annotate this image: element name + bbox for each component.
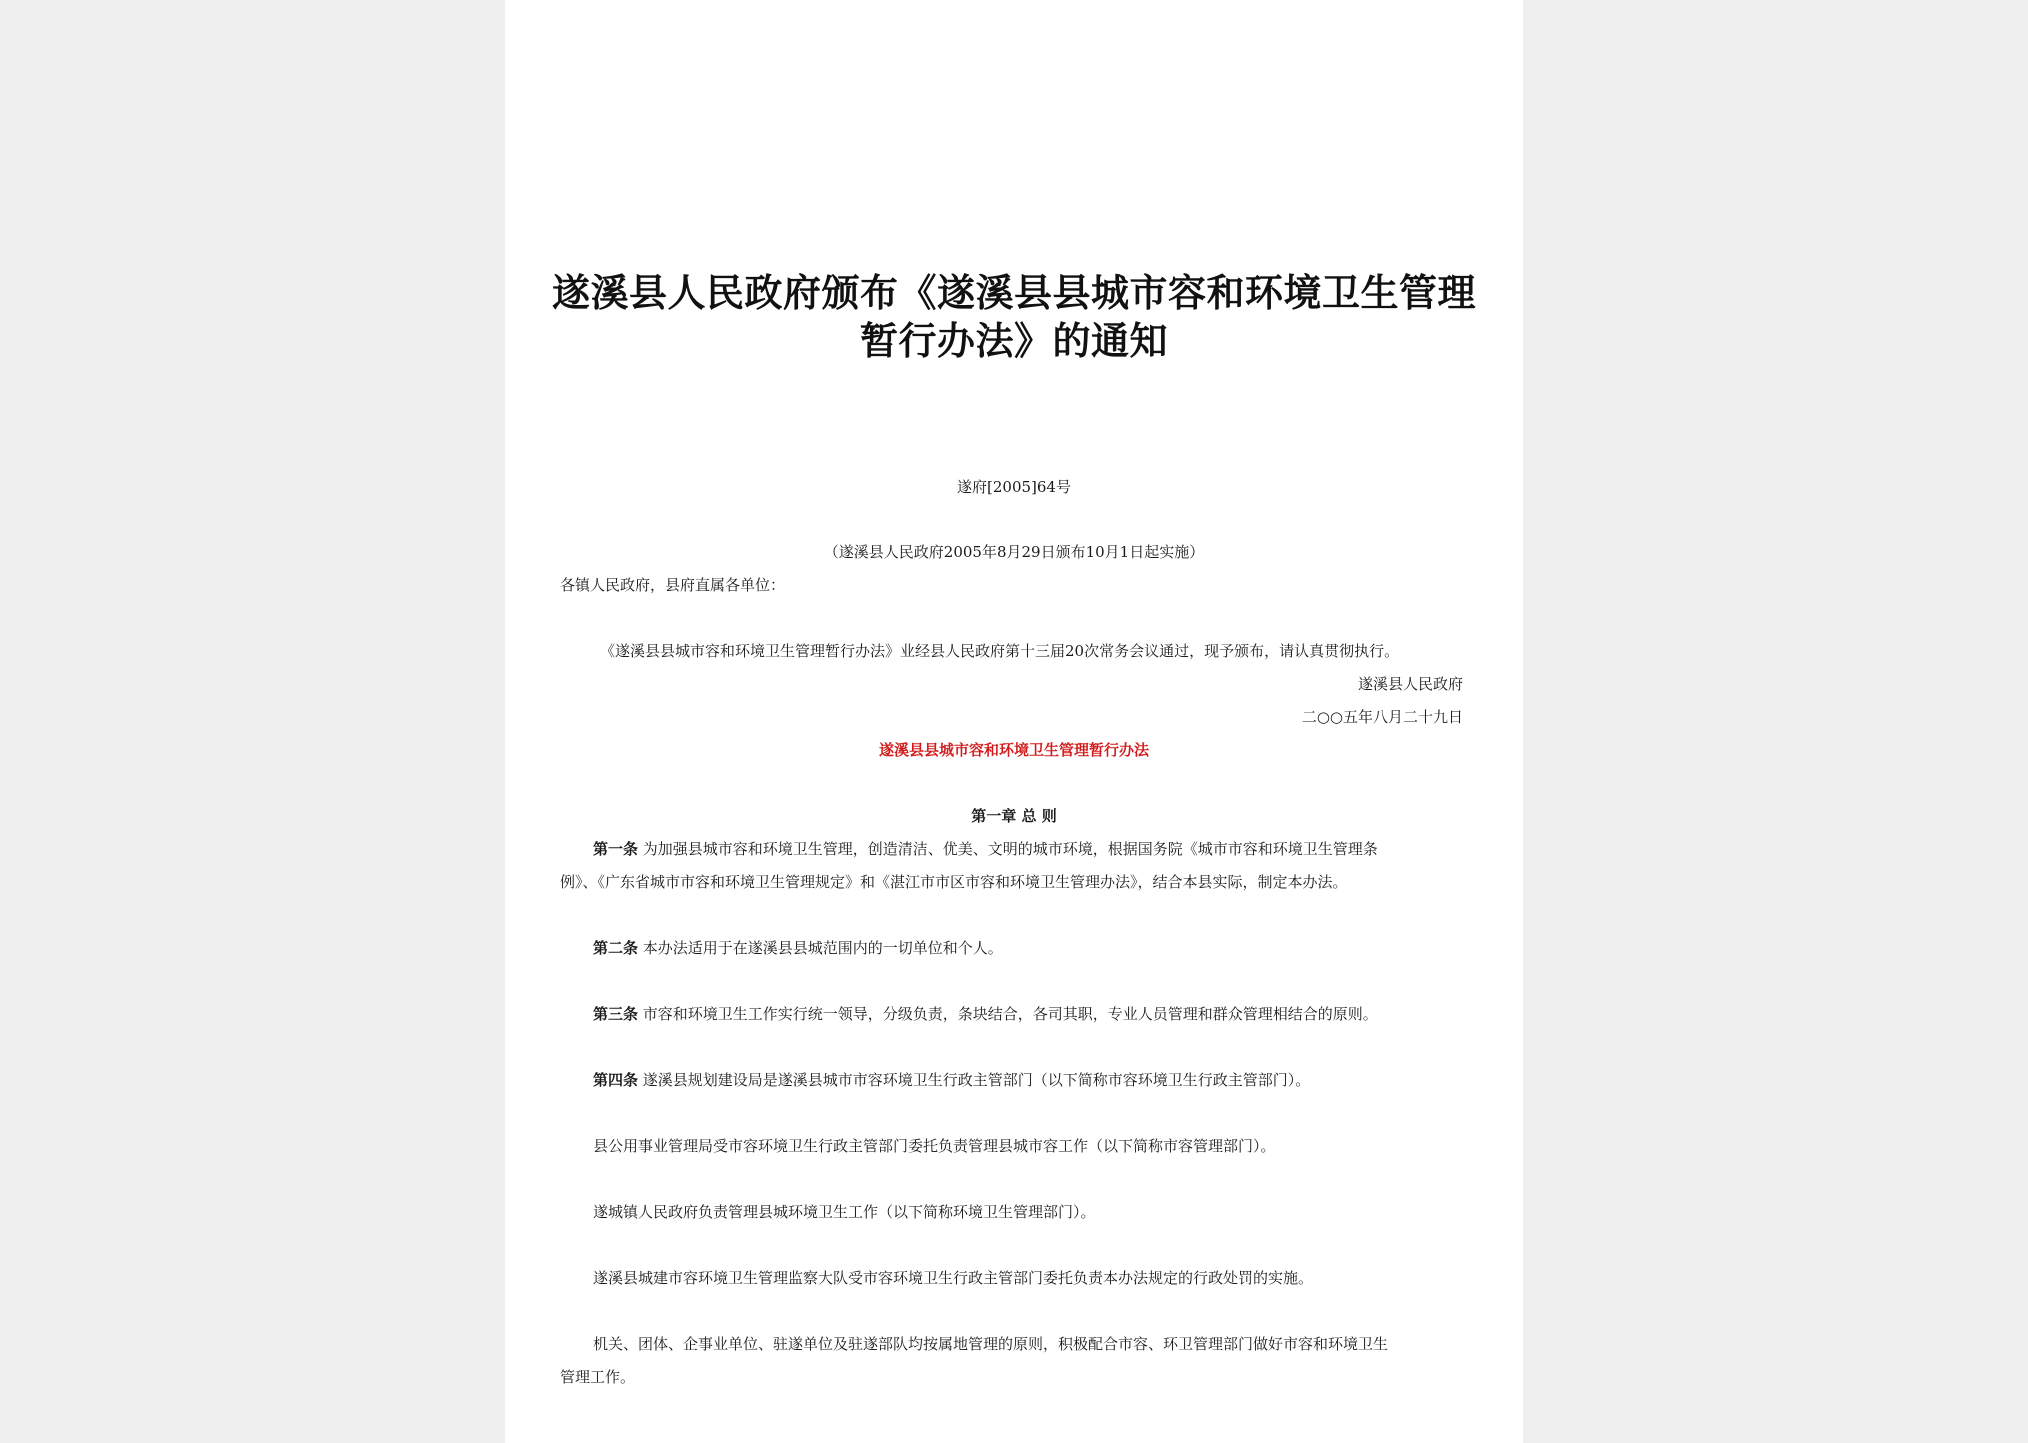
document-title-line2: 暂行办法》的通知 bbox=[859, 318, 1168, 363]
regulation-title: 遂溪县县城市容和环境卫生管理暂行办法 bbox=[878, 741, 1149, 759]
article-1-line1 bbox=[593, 838, 1378, 859]
document-title-line1: 遂溪县人民政府颁布《遂溪县县城市容和环境卫生管理 bbox=[551, 270, 1476, 315]
article-3 bbox=[593, 1003, 1378, 1024]
paragraph-1: 县公用事业管理局受市容环境卫生行政主管部门委托负责管理县城市容工作（以下简称市容管理部门）。 bbox=[593, 1137, 1276, 1155]
chapter-title: 第一章 总 则 bbox=[971, 807, 1057, 825]
article-label: 第三条 bbox=[593, 1005, 639, 1023]
issue-note: （遂溪县人民政府2005年8月29日颁布10月1日起实施） bbox=[823, 543, 1205, 561]
issuer-signature: 遂溪县人民政府 bbox=[1357, 675, 1463, 693]
document-page bbox=[505, 0, 1523, 1443]
paragraph-2: 遂城镇人民政府负责管理县城环境卫生工作（以下简称环境卫生管理部门）。 bbox=[593, 1203, 1096, 1221]
article-2 bbox=[593, 937, 1003, 958]
last-paragraph-line2: 管理工作。 bbox=[560, 1368, 636, 1386]
addressee: 各镇人民政府，县府直属各单位： bbox=[560, 576, 786, 594]
paragraph-3: 遂溪县城建市容环境卫生管理监察大队受市容环境卫生行政主管部门委托负责本办法规定的行政处罚的实施。 bbox=[593, 1269, 1314, 1287]
article-label: 第二条 bbox=[593, 939, 639, 957]
article-text: 市容和环境卫生工作实行统一领导，分级负责，条块结合，各司其职，专业人员管理和群众管理相结合的原则。 bbox=[642, 1005, 1378, 1023]
article-label: 第四条 bbox=[593, 1071, 639, 1089]
document-number: 遂府[2005]64号 bbox=[957, 478, 1071, 496]
article-text: 本办法适用于在遂溪县县城范围内的一切单位和个人。 bbox=[642, 939, 1003, 957]
article-4 bbox=[593, 1069, 1310, 1090]
notice-body: 《遂溪县县城市容和环境卫生管理暂行办法》业经县人民政府第十三届20次常务会议通过，现予颁布，请认真贯彻执行。 bbox=[600, 642, 1400, 660]
article-text: 遂溪县规划建设局是遂溪县城市市容环境卫生行政主管部门（以下简称市容环境卫生行政主管部门）。 bbox=[642, 1071, 1311, 1089]
article-1-line2: 例》、《广东省城市市容和环境卫生管理规定》和《湛江市市区市容和环境卫生管理办法》，结合本县实际，制定本办法。 bbox=[560, 873, 1348, 891]
issue-date: 二○○五年八月二十九日 bbox=[1301, 708, 1463, 726]
article-label: 第一条 bbox=[593, 840, 639, 858]
article-text: 为加强县城市容和环境卫生管理，创造清洁、优美、文明的城市环境，根据国务院《城市市容和环境卫生管理条 bbox=[642, 840, 1378, 858]
last-paragraph-line1: 机关、团体、企事业单位、驻遂单位及驻遂部队均按属地管理的原则，积极配合市容、环卫管理部门做好市容和环境卫生 bbox=[593, 1335, 1389, 1353]
